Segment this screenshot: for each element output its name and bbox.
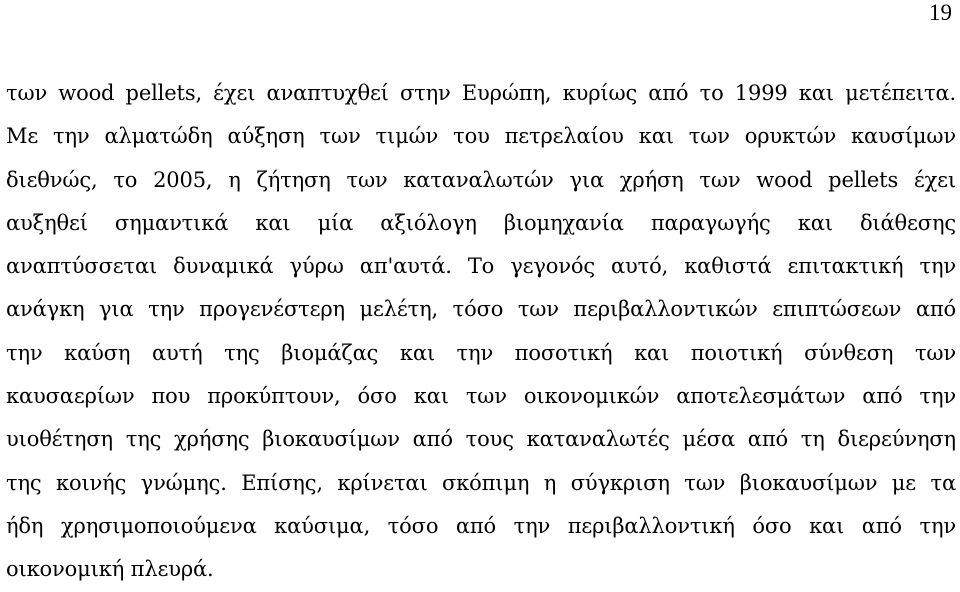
paragraph-line: καυσαερίων που προκύπτουν, όσο και των οικονομικών αποτελεσμάτων από την: [6, 384, 956, 409]
paragraph-line: διεθνώς, το 2005, η ζήτηση των καταναλωτών για χρήση των wood pellets έχει: [6, 167, 956, 192]
paragraph-line: οικονομική πλευρά.: [6, 557, 214, 582]
paragraph-line: Με την αλματώδη αύξηση των τιμών του πετρελαίου και των ορυκτών καυσίμων: [6, 124, 956, 149]
paragraph-line: την καύση αυτή της βιομάζας και την ποσοτική και ποιοτική σύνθεση των: [6, 340, 956, 365]
paragraph-line: υιοθέτηση της χρήσης βιοκαυσίμων από τους καταναλωτές μέσα από τη διερεύνηση: [6, 427, 956, 452]
paragraph-line: αναπτύσσεται δυναμικά γύρω απ'αυτά. Το γεγονός αυτό, καθιστά επιτακτική την: [6, 254, 956, 279]
body-paragraph: [6, 72, 956, 592]
paragraph-line: της κοινής γνώμης. Επίσης, κρίνεται σκόπιμη η σύγκριση των βιοκαυσίμων με τα: [6, 470, 956, 495]
page-number: 19: [929, 0, 952, 25]
paragraph-line: ήδη χρησιμοποιούμενα καύσιμα, τόσο από την περιβαλλοντική όσο και από την: [6, 513, 956, 538]
paragraph-line: αυξηθεί σημαντικά και μία αξιόλογη βιομηχανία παραγωγής και διάθεσης: [6, 210, 956, 235]
paragraph-line: των wood pellets, έχει αναπτυχθεί στην Ευρώπη, κυρίως από το 1999 και μετέπειτα.: [6, 81, 956, 105]
paragraph-line: ανάγκη για την προγενέστερη μελέτη, τόσο των περιβαλλοντικών επιπτώσεων από: [6, 297, 956, 322]
